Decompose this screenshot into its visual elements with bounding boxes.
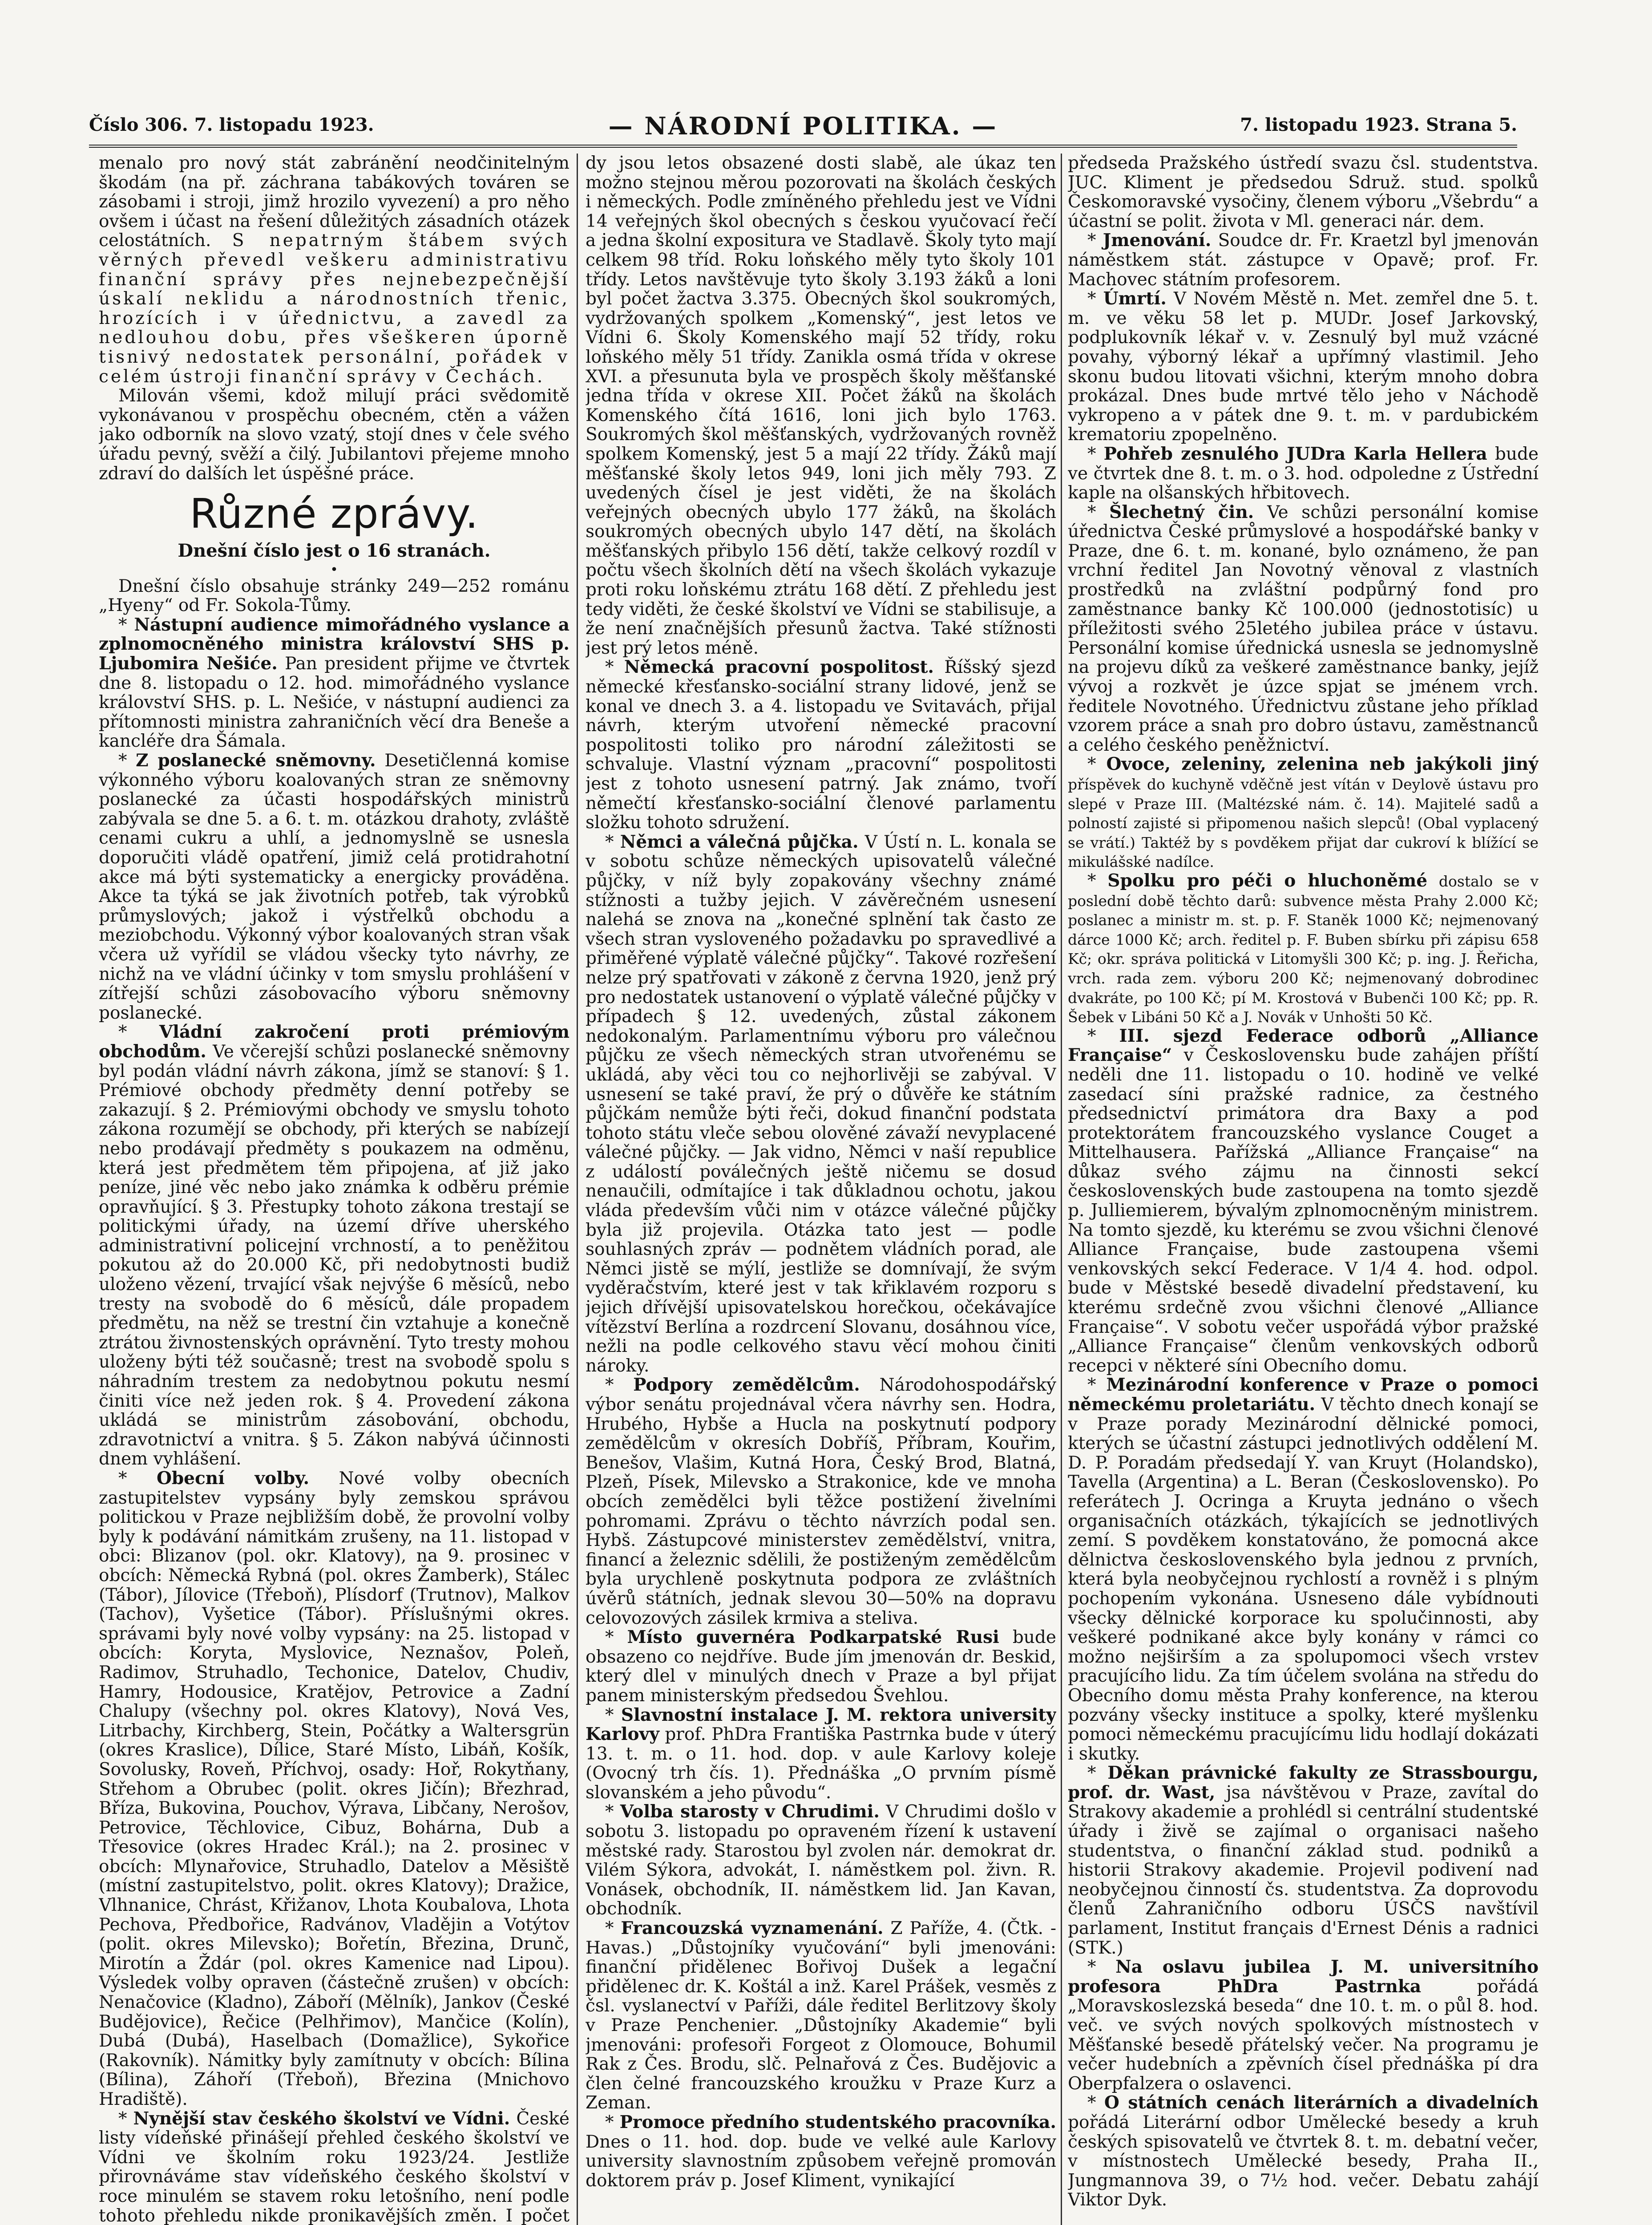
news-item: * Mezinárodní konference v Praze o pomoci německému proletariátu. V těchto dnech konají se v Praze porady Mezinárodní dělnické pomoci, kterých se účastní zástupci jednotlivých oddělení M. D. P. Poradám předsedají Y. van Kruyt (Holandsko), Tavella (Argentina) a L. Beran (Československo). Po referátech J. Ocringa a Kruyta jednáno o všech organisačních otázkách, týkajících se jednotlivých zemí. S povděkem konstatováno, že pomocná akce dělnictva československého byla jednou z prvních, která byla neobyčejnou rychlostí a rovněž i s plným pochopením vykonána. Usneseno dále vybídnouti všecky dělnické korporace ku spolučinnosti, aby veškeré podnikané akce byly konány v rámci co možno nejširším a za spolupomoci všech vrstev pracujícího lidu. Za tím účelem svolána na středu do Obecního domu města Prahy konference, na kterou pozvány všecky instituce a spolky, které myšlenku pomoci německému pracujícímu lidu hodlají dokázati i skutky.	[1068, 1375, 1539, 1764]
news-item: * Úmrtí. V Novém Městě n. Met. zemřel dne 5. t. m. ve věku 58 let p. MUDr. Josef Jarkovský, podplukovník lékař v. v. Zesnulý byl muž vzácné povahy, výborný lékař a upřímný vlastimil. Jeho skonu budou litovati všichni, kterým mnoho dobra prokázal. Dnes bude mrtvé tělo jeho v Náchodě vykropeno a v pátek dne 9. t. m. v pardubickém krematoriu zpopelněno.	[1068, 288, 1539, 445]
column-divider	[1061, 154, 1062, 2225]
news-item: Dnešní číslo obsahuje stránky 249—252 románu „Hyeny“ od Fr. Sokola-Tůmy.	[99, 576, 570, 616]
news-item: * Volba starosty v Chrudimi. V Chrudimi došlo v sobotu 3. listopadu po opraveném řízení k ustavení městské rady. Starostou byl zvolen nár. demokrat dr. Vilém Sýkora, advokát, I. náměstkem pol. živn. R. Vonásek, obchodník, II. náměstkem lid. Jan Kavan, obchodník.	[586, 1801, 1056, 1919]
news-item: * Nástupní audience mimořádného vyslance a zplnomocněného ministra království SHS p. Ljubomira Nešiće. Pan president přijme ve čtvrtek dne 8. listopadu o 12. hod. mimořádného vyslance království SHS. p. L. Nešiće, v nástupní audienci za přítomnosti ministra zahraničních věcí dra Beneše a kancléře dra Šámala.	[99, 614, 570, 752]
news-item: * Ovoce, zeleniny, zelenina neb jakýkoli jiný příspěvek do kuchyně vděčně jest vítán v Deylově ústavu pro slepé v Praze III. (Maltézské nám. č. 14). Majitelé sadů a polností zajisté si připomenou našich slepců! (Obal vyplacený se vrátí.) Taktéž by s povděkem přijat dar cukroví k blížící se mikulášské nadílce.	[1068, 754, 1539, 871]
news-item: * Pohřeb zesnulého JUDra Karla Hellera bude ve čtvrtek dne 8. t. m. o 3. hod. odpoledne z Ústřední kaple na olšanských hřbitovech.	[1068, 443, 1539, 503]
news-item: * Místo guvernéra Podkarpatské Rusi bude obsazeno co nejdříve. Bude jím jmenován dr. Beskid, který dlel v minulých dnech v Praze a byl přijat panem ministerským předsedou Švehlou.	[586, 1627, 1056, 1706]
issue-number: Číslo 306. 7. listopadu 1923.	[89, 114, 374, 135]
news-item: * Obecní volby. Nové volby obecních zastupitelstev vypsány byly zemskou správou politickou v Praze nejbližším době, že provolní volby byly k podávání námitkám zrušeny, na 11. listopad v obci: Blizanov (pol. okr. Klatovy), na 9. prosinec v obcích: Německá Rybná (pol. okres Žamberk), Stálec (Tábor), Jílovice (Třeboň), Plísdorf (Trutnov), Malkov (Tachov), Vyšetice (Tábor). Příslušnými okres. správami byly nové volby vypsány: na 25. listopad v obcích: Koryta, Myslovice, Neznašov, Poleň, Radimov, Struhadlo, Techonice, Datelov, Chudiv, Hamry, Hodousice, Kratějov, Petrovice a Zadní Chalupy (všechny pol. okres Klatovy), Nová Ves, Litrbachy, Kirchberg, Stein, Počátky a Waltersgrün (okres Kraslice), Dílice, Staré Místo, Libáň, Košík, Sovolusky, Roveň, Příchvoj, osady: Hoř, Rokytňany, Střehom a Obrubec (polit. okres Jičín); Březhrad, Bříza, Bukovina, Pouchov, Výrava, Libčany, Nerošov, Petrovice, Těchlovice, Cibuz, Bohárna, Dub a Třesovice (okres Hradec Král.); na 2. prosinec v obcích: Mlynařovice, Struhadlo, Datelov a Měsiště (místní zastupitelstvo, polit. okres Klatovy); Dražice, Vlhnanice, Chrást, Křižanov, Lhota Koubalova, Lhota Pechova, Předbořice, Radvánov, Vladějin a Votýtov (polit. okres Milevsko); Bořetín, Březina, Drunč, Mirotín a Ždár (pol. okres Kamenice nad Lipou). Výsledek volby opraven (částečně zrušen) v obcích: Nenačovice (Kladno), Záboří (Mělník), Jankov (České Budějovice), Řečice (Pelhřimov), Mančice (Kolín), Dubá (Dubá), Haselbach (Domažlice), Sykořice (Rakovník). Námitky byly zamítnuty v obcích: Bílina (Bílina), Záhoří (Třeboň), Březina (Mnichovo Hradiště).	[99, 1468, 570, 2109]
news-item: * Slavnostní instalace J. M. rektora university Karlovy prof. PhDra Františka Pastrnka bude v úterý 13. t. m. o 11. hod. dop. v aule Karlovy koleje (Ovocný trh čís. 1). Přednáška „O prvním písmě slovanském a jeho původu“.	[586, 1704, 1056, 1803]
article-continuation: menalo pro nový stát zabránění neodčinitelným škodám (na př. záchrana tabákových továren se zásobami i stroji, jimž hrozilo vyvezení) a pro něho ovšem i účast na řešení důležitých zásadních otázek celostátních. S nepatrným štábem svých věrných převedl veškeru administrativu finanční správy přes nejnebezpečnější úskalí neklidu a národnostních třenic, hrozících i v úřednictvu, a zavedl za nedlouhou dobu, přes všeškeren úporně tisnivý nedostatek personální, pořádek v celém ústroji finanční správy v Čechách.	[99, 154, 570, 387]
section-subhead: Dnešní číslo jest o 16 stranách.	[178, 540, 491, 562]
column-1	[99, 154, 570, 2225]
news-item: * Na oslavu jubilea J. M. universitního profesora PhDra Pastrnka pořádá „Moravskoslezská beseda“ dne 10. t. m. o půl 8. hod. več. ve svých nových spolkových místnostech v Měšťanské besedě přátelský večer. Na programu je večer hudebních a zpěvních čísel přednáška pí dra Oberpfalzera o oslavenci.	[1068, 1957, 1539, 2094]
news-item: * O státních cenách literárních a divadelních pořádá Literární odbor Umělecké besedy a kruh českých spisovatelů ve čtvrtek 8. t. m. debatní večer, v místnostech Umělecké besedy, Praha II., Jungmannova 39, o 7½ hod. večer. Debatu zahájí Viktor Dyk.	[1068, 2092, 1539, 2210]
column-2	[586, 154, 1056, 2225]
news-item: * Němci a válečná půjčka. V Ústí n. L. konala se v sobotu schůze německých upisovatelů válečné půjčky, v níž byly zopakovány všechny známé stížnosti a tužby jejich. V závěrečném usnesení nalehá se znova na „konečné splnění tak často ze všech stran vysloveného požadavku po spravedlivé a přiměřené výplatě válečné půjčky“. Takové rozřešení nelze prý spatřovati v zákoně z června 1920, jenž prý pro nedostatek ustanovení o výplatě válečné půjčky v případech § 12. uvedených, zůstal zákonem nedokonalým. Parlamentnímu výboru pro válečnou půjčku ze všech německých stran utvořenému se ukládá, aby věci tou co nejhorlivěji se zabýval. V usnesení se také praví, že prý o důvěře ke státním půjčkám nemůže býti řeči, dokud finanční podstata tohoto státu vleče sebou olověné závaží nevyplacené válečné půjčky. — Jak vidno, Němci v naší republice z událostí poválečných ještě ničemu se dosud nenaučili, odmítajíce i tak důkladnou ochotu, jakou vláda především vůči nim v otázce válečné půjčky byla již projevila. Otázka tato jest — podle souhlasných zpráv — podnětem vládních porad, ale Němci jistě se mýlí, jestliže se domnívají, že svým vyděračstvím, které jest v tak křiklavém rozporu s jejich dřívější upisovatelskou horečkou, očekávajíce vítězství Berlína a rozdrcení Slovanu, dosáhnou více, nežli na podle celkového stavu věcí mohou činiti nároky.	[586, 831, 1056, 1376]
news-item: * Francouzská vyznamenání. Z Paříže, 4. (Čtk. - Havas.) „Důstojníky vyučování“ byli jmenováni: finanční přidělenec Bořivoj Dušek a legační přidělenec dr. K. Koštál a inž. Karel Prášek, vesměs z čsl. vyslanectví v Paříži, dále ředitel Berlitzovy školy v Praze Penchenier. „Důstojníky Akademie“ byli jmenováni: profesoři Forgeot z Olomouce, Bohumil Rak z Čes. Brodu, slč. Pelnařová z Čes. Budějovic a člen čelné francouzského kroužku v Praze Kurz a Zeman.	[586, 1918, 1056, 2113]
news-item: * Podpory zemědělcům. Národohospodářský výbor senátu projednával včera návrhy sen. Hodra, Hrubého, Hybše a Hucla na poskytnutí podpory zemědělcům v okresích Dobříš, Příbram, Kouřim, Benešov, Vlašim, Kutná Hora, Český Brod, Blatná, Plzeň, Písek, Milevsko a Strakonice, kde ve mnoha obcích zemědělci byli těžce postižení živelními pohromami. Zprávu o těchto návrzích podal sen. Hybš. Zástupcové ministerstev zemědělství, vnitra, financí a železnic sdělili, že postiženým zemědělcům byla urychleně poskytnuta podpora ze zvláštních úvěrů státních, jednak slevou 30—50% na dopravu celovozových zásilek krmiva a steliva.	[586, 1375, 1056, 1628]
separator-star: •	[330, 562, 338, 578]
news-item: * Jmenování. Soudce dr. Fr. Kraetzl byl jmenován náměstkem stát. zástupce v Opavě; prof. Fr. Machovec státním profesorem.	[1068, 230, 1539, 290]
news-item: * Spolku pro péči o hluchoněmé dostalo se v poslední době těchto darů: subvence města Prahy 2.000 Kč; poslanec a ministr m. st. p. F. Staněk 1000 Kč; nejmenovaný dárce 1000 Kč; arch. ředitel p. F. Buben sbírku při zápisu 658 Kč; okr. správa politická v Litomyšli 300 Kč; p. ing. J. Řeřicha, vrch. rada zem. výboru 200 Kč; nejmenovaný dobrodinec dvakráte, po 100 Kč; pí M. Krostová v Bubenči 100 Kč; pp. R. Šebek v Libáni 50 Kč a J. Novák v Unhošti 50 Kč.	[1068, 870, 1539, 1026]
section-title: Různé zprávy.	[190, 490, 479, 538]
column-divider	[577, 154, 578, 2225]
news-item: * Vládní zakročení proti prémiovým obchodům. Ve včerejší schůzi poslanecké sněmovny byl podán vládní návrh zákona, jímž se stanoví: § 1. Prémiové obchody předměty denní potřeby se zakazují. § 2. Prémiovými obchody ve smyslu tohoto zákona rozumějí se obchody, při kterých se nabízejí nebo prodávají předměty s poukazem na odměnu, která jest předmětem těm připojena, ať již jako peníze, jiné věc nebo jako známka k odběru prémie opravňující. § 3. Přestupky tohoto zákona trestají se politickými úřady, na území dříve uherského administrativní policejní vrchností, a to peněžitou pokutou až do 20.000 Kč, při nedobytnosti budiž uloženo vězení, trvající však nejvýše 6 měsíců, nebo tresty na svobodě do 6 měsíců, dále propadem předmětu, na něž se trestní čin vztahuje a konečně ztrátou živnostenských oprávnění. Tyto tresty mohou uloženy býti též současně; trest na svobodě spolu s náhradním trestem za nedobytnou pokutu nesmí činiti více než jeden rok. § 4. Provedení zákona ukládá se ministrům zásobování, obchodu, zdravotnictví a vnitra. § 5. Zákon nabývá účinnosti dnem vyhlášení.	[99, 1022, 570, 1469]
page-date: 7. listopadu 1923. Strana 5.	[1240, 114, 1517, 135]
news-item: * Z poslanecké sněmovny. Desetičlenná komise výkonného výboru koalovaných stran ze sněmovny poslanecké za účasti hospodářských ministrů zabývala se dne 5. a 6. t. m. otázkou drahoty, zvláště cenami cukru a uhlí, a jednomyslně se usnesla doporučiti vládě opatření, jimiž celá protidrahotní akce má býti systematicky a energicky prováděna. Akce ta týká se jak životních potřeb, tak výrobků průmyslových; jakož i výstřelků obchodu a meziobchodu. Výkonný výbor koalovaných stran však včera už vyřídil se vládou všecky tyto návrhy, ze nichž na ve vládní účinky v tom smyslu prohlášení v zítřejší schůzi zásobovacího výboru sněmovny poslanecké.	[99, 750, 570, 1023]
column-3	[1068, 154, 1539, 2225]
news-item: * Šlechetný čin. Ve schůzi personální komise úřednictva České průmyslové a hospodářské banky v Praze, dne 6. t. m. konané, bylo oznámeno, že pan vrchní ředitel Jan Novotný věnoval z vlastních prostředků na zvláštní podpůrný fond pro zaměstnance banky Kč 100.000 (jednostotisíc) u příležitosti svého 25letého jubilea práce v ústavu. Personální komise úřednická usnesla se jednomyslně na projevu díků za veškeré zaměstnance banky, jejíž vývoj a rozkvět je úzce spjat se jménem vrch. ředitele Novotného. Úřednictvu zůstane jeho příklad vzorem práce a snah pro dobro ústavu, zaměstnanců a celého českého peněžnictví.	[1068, 502, 1539, 755]
news-item: * III. sjezd Federace odborů „Alliance Française“ v Československu bude zahájen příští neděli dne 11. listopadu o 10. hodině ve velké zasedací síni pražské radnice, za čestného předsednictví primátora dra Baxy a pod protektorátem francouzského vyslance Couget a Mittelhausera. Pařížská „Alliance Française“ na důkaz svého zájmu na činnosti sekcí československých bude zastoupena na tomto sjezdě p. Julliemierem, bývalým zplnomocněným ministrem. Na tomto sjezdě, ku kterému se zvou všichni členové Alliance Française, bude zastoupena všemi venkovských sekcí Federace. V 1/4 4. hod. odpol. bude v Městské besedě divadelní představení, ku kterému srdečně zvou všichni členové „Alliance Française“. V sobotu večer uspořádá výbor pražské „Alliance Française“ členům venkovských odborů recepci v některé síni Obecního domu.	[1068, 1025, 1539, 1376]
article-continuation: předseda Pražského ústředí svazu čsl. studentstva. JUC. Kliment je předsedou Sdruž. stud. spolků Českomoravské vysočiny, členem výboru „Všebrdu“ a účastní se polit. života v Ml. generaci nár. dem.	[1068, 154, 1539, 231]
news-item: * Nynější stav českého školství ve Vídni. České listy vídeňské přinášejí přehled českého školství ve Vídni ve školním roku 1923/24. Jestliže přirovnáváme stav vídeňského českého školství v roce minulém se stavem roku letošního, není podle tohoto přehledu nikde pronikavějších změn. I počet	[99, 2108, 570, 2225]
article-paragraph: Milován všemi, kdož milují práci svědomitě vykonávanou v prospěchu obecném, ctěn a vážen jako odborník na slovo vzatý, stojí dnes v čele svého úřadu pevný, svěží a čilý. Jubilantovi přejeme mnoho zdraví do dalších let úspěšné práce.	[99, 386, 570, 484]
news-item: * Německá pracovní pospolitost. Říšský sjezd německé křesťansko-sociální strany lidové, jenž se konal ve dnech 3. a 4. listopadu ve Svitavách, přijal návrh, kterým utvoření německé pracovní pospolitosti toliko pro národní záležitosti se schvaluje. Vlastní význam „pracovní“ pospolitosti jest z tohoto usnesení patrný. Jak známo, tvoří němečtí křesťansko-sociální členové parlamentu složku tohoto sdružení.	[586, 657, 1056, 833]
article-continuation: dy jsou letos obsazené dosti slabě, ale úkaz ten možno stejnou měrou pozorovati na školách českých i německých. Podle zmíněného přehledu jest ve Vídni 14 veřejných škol obecných s českou vyučovací řečí a jedna školní expositura ve Stadlavě. Školy tyto mají celkem 98 tříd. Roku loňského měly tyto školy 101 třídy. Letos navštěvuje tyto školy 3.193 žáků a loni byl počet žactva 3.375. Obecných škol soukromých, vydržovaných spolkem „Komenský“, jest letos ve Vídni 6. Školy Komenského mají 52 třídy, roku loňského měly 51 třídy. Zanikla osmá třída v okrese XVI. a přesunuta byla ve prospěch školy měšťanské jedna třída v okrese XII. Počet žáků na školách Komenského čítá 1616, loni jich bylo 1763. Soukromých škol měšťanských, vydržovaných rovněž spolkem Komenský, jest 5 a mají 22 třídy. Žáků mají měšťanské školy letos 949, loni jich měly 793. Z uvedených čísel je jest viděti, že na školách veřejných obecných ubylo 177 žáků, na školách soukromých obecných ubylo 147 dětí, na školách měšťanských přibylo 156 dětí, takže celkový rozdíl v počtu všech školních dětí na všech školách vykazuje proti roku loňskému ztrátu 168 dětí. Z přehledu jest tedy viděti, že české školství ve Vídni se stabilisuje, a že není značnějších přesunů žactva. Také stížnosti jest prý letos méně.	[586, 154, 1056, 658]
news-item: * Děkan právnické fakulty ze Strassbourgu, prof. dr. Wast, jsa návštěvou v Praze, zavítal do Strakovy akademie a prohlédl si centrální studentské úřady i živě se zajímal o organisaci našeho studentstva, o finanční základ stud. podniků a historii Strakovy akademie. Projevil podivení nad neobyčejnou činností čs. studentstva. Za doprovodu členů Zahraničního odboru ÚSČS navštívil parlament, Institut français d'Ernest Dénis a radnici (STK.)	[1068, 1763, 1539, 1958]
news-item: * Promoce předního studentského pracovníka. Dnes o 11. hod. dop. bude ve velké aule Karlovy university slavnostním způsobem veřejně promován doktorem práv p. Josef Kliment, vynikající	[586, 2112, 1056, 2191]
newspaper-title: — NÁRODNÍ POLITIKA. —	[608, 112, 998, 140]
masthead	[89, 109, 1517, 148]
